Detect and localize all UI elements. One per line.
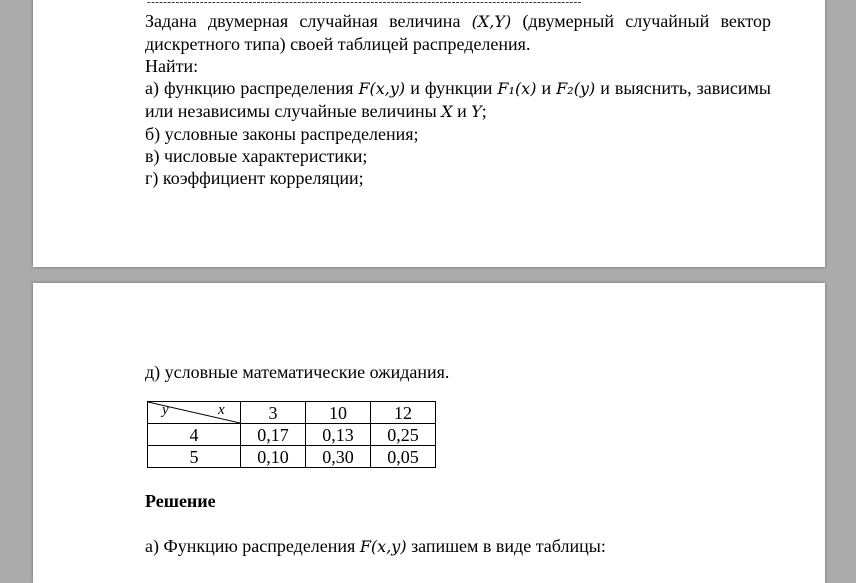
- x-value-cell: 12: [371, 402, 436, 424]
- solution-heading: Решение: [145, 491, 216, 511]
- corner-label-y: y: [162, 402, 169, 418]
- probability-cell: 0,17: [241, 424, 306, 446]
- task-a: а) функцию распределения F(x,y) и функции F₁(x) и F₂(y) и выяснить, зависимы или независимы случайные величины X и Y;: [145, 78, 772, 121]
- probability-cell: 0,30: [306, 446, 371, 468]
- corner-label-x: x: [218, 402, 225, 418]
- document-page-2: [33, 283, 825, 583]
- problem-statement: [145, 10, 771, 189]
- intro-paragraph: Задана двумерная случайная величина (X,Y) (двумерный случайный вектор дискретного типа) своей таблицей распределения.: [145, 11, 771, 54]
- probability-cell: 0,05: [371, 446, 436, 468]
- math-F-xy: F(x,y): [359, 537, 407, 556]
- table-row: [148, 446, 436, 468]
- math-Y: Y: [471, 102, 482, 121]
- find-label: Найти:: [145, 56, 199, 76]
- table-header-row: [148, 402, 436, 424]
- probability-cell: 0,10: [241, 446, 306, 468]
- math-F-xy: F(x,y): [358, 79, 406, 98]
- probability-cell: 0,25: [371, 424, 436, 446]
- task-c: в) числовые характеристики;: [145, 146, 368, 166]
- separator-line: -----------------------------------------------------------------------------------------------------------: [147, 0, 582, 8]
- table-corner-cell: [148, 402, 241, 424]
- y-value-cell: 4: [148, 424, 241, 446]
- y-value-cell: 5: [148, 446, 241, 468]
- x-value-cell: 3: [241, 402, 306, 424]
- task-e: д) условные математические ожидания.: [145, 362, 450, 382]
- solution-line-a: а) Функцию распределения F(x,y) запишем в виде таблицы:: [145, 536, 606, 556]
- x-value-cell: 10: [306, 402, 371, 424]
- math-F2-y: F₂(y): [556, 79, 596, 98]
- task-b: б) условные законы распределения;: [145, 124, 419, 144]
- math-F1-x: F₁(x): [497, 79, 537, 98]
- table-row: [148, 424, 436, 446]
- math-X: X: [441, 102, 453, 121]
- task-d: г) коэффициент корреляции;: [145, 168, 364, 188]
- probability-cell: 0,13: [306, 424, 371, 446]
- distribution-table: [147, 401, 436, 468]
- math-xy-vector: (X,Y): [471, 12, 512, 31]
- document-page-1: [33, 0, 825, 267]
